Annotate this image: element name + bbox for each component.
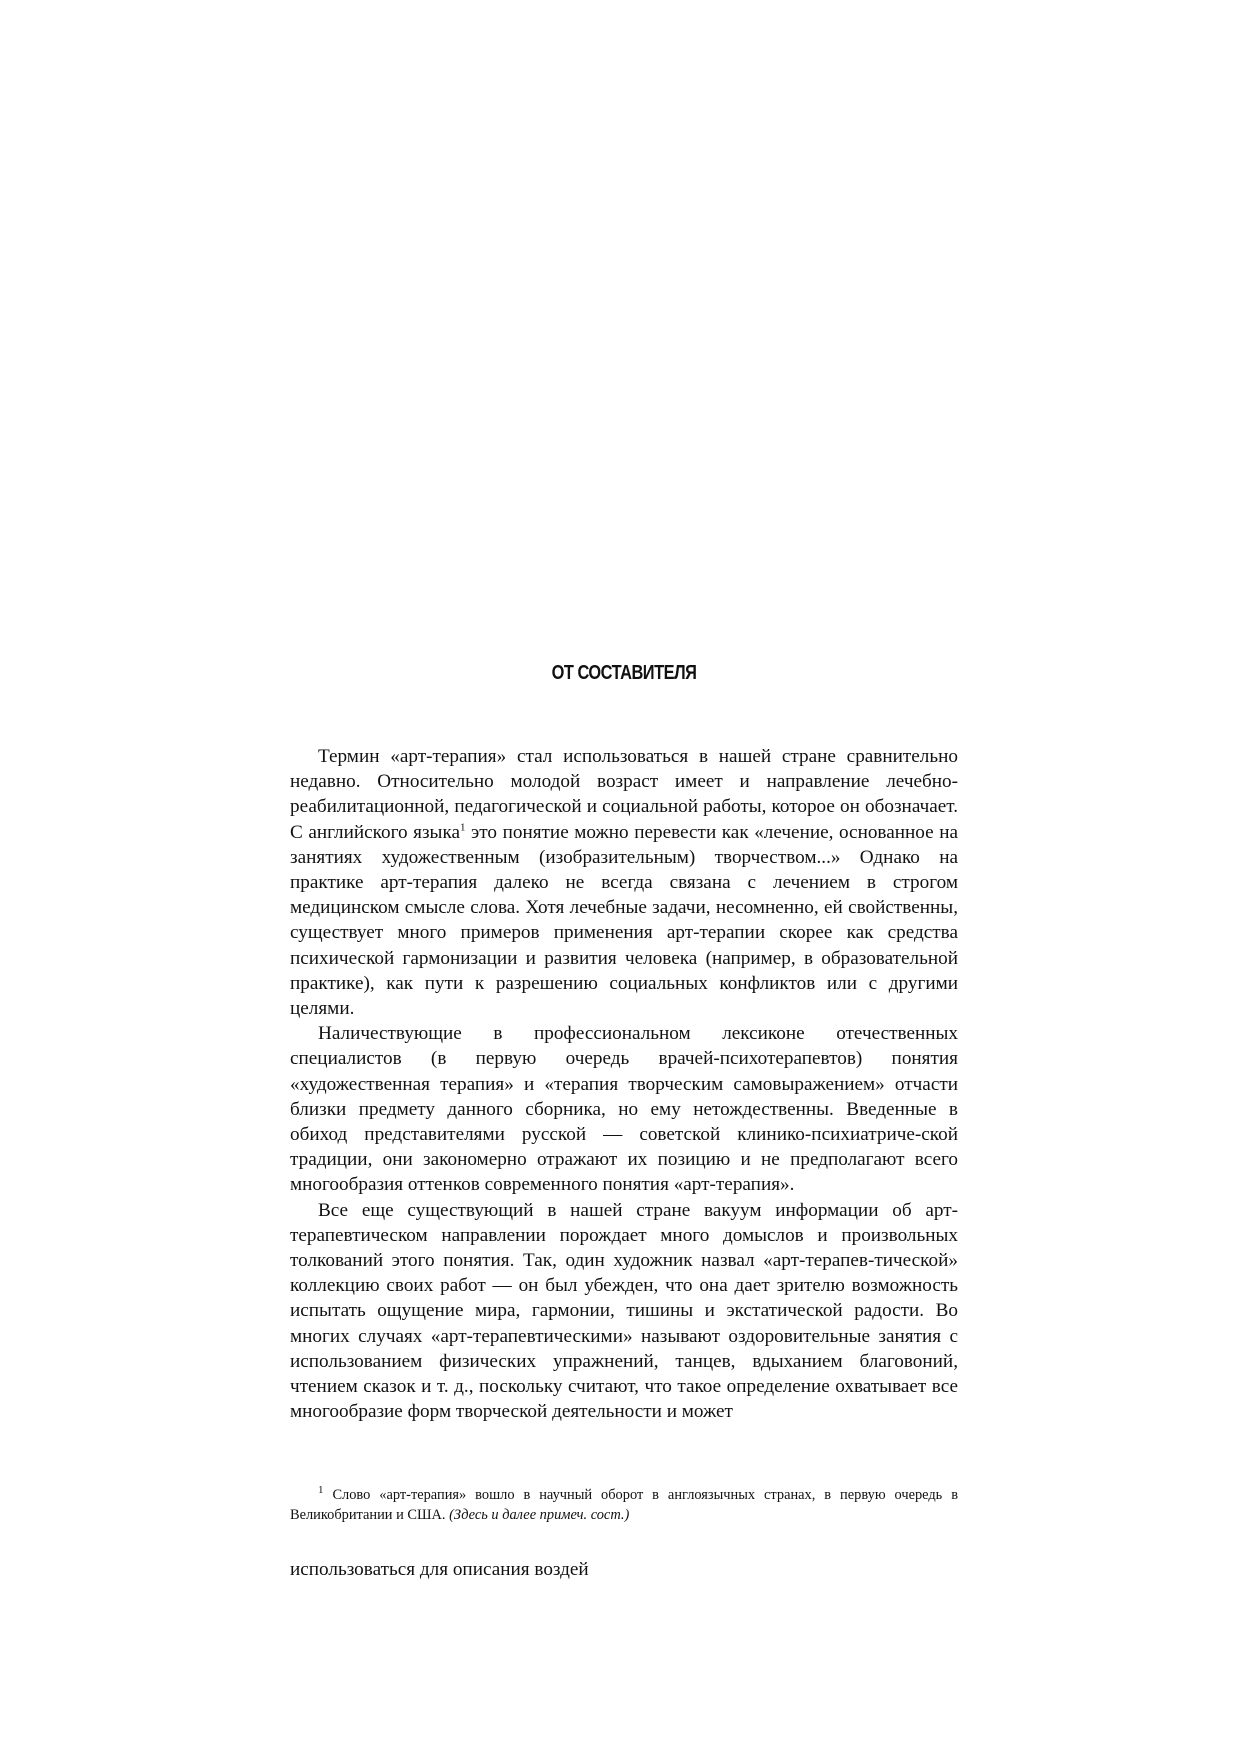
paragraph-2: Наличествующие в профессиональном лексиконе отечественных специалистов (в первую очередь врачей-психотерапевтов) понятия «художественная терапия» и «терапия творческим самовыражением» отчасти близки предмету данного сборника, но ему нетождественны. Введенные в обиход представителями русской — советской клинико-психиатриче-ской традиции, они закономерно отражают их позицию и не предполагают всего многообразия оттенков современного понятия «арт-терапия». — [290, 1023, 958, 1196]
footnote-text: Слово «арт-терапия» вошло в научный оборот в англоязычных странах, в первую очередь в Великобритании и США. — [290, 1487, 958, 1523]
paragraph-1-end: это понятие можно перевести как «лечение, основанное на занятиях художественным (изобразительным) творчеством...» Однако на практике арт-терапия далеко не всегда связана с лечением в строгом медицинском смысле слова. Хотя лечебные задачи, несомненно, ей свойственны, существует много примеров применения арт-терапии скорее как средства психической гармонизации и развития человека (например, в образовательной практике), как пути к разрешению социальных конфликтов или с другими целями. — [290, 821, 958, 1020]
section-heading: ОТ СОСТАВИТЕЛЯ — [551, 662, 697, 684]
footnote-mark: 1 — [318, 1484, 324, 1497]
footnote-editor-note: (Здесь и далее примеч. сост.) — [449, 1507, 630, 1523]
paragraph-3: Все еще существующий в нашей стране вакуум информации об арт-терапевтическом направлении порождает много домыслов и произвольных толкований этого понятия. Так, один художник назвал «арт-терапев-тической» коллекцию своих работ — он был убежден, что она дает зрителю возможность испытать ощущение мира, гармонии, тишины и экстатической радости. Во многих случаях «арт-терапевтическими» называют оздоровительные занятия с использованием физических упражнений, танцев, вдыханием благовоний, чтением сказок и т. д., поскольку считают, что такое определение охватывает все многообразие форм творческой деятельности и может — [290, 1199, 958, 1423]
footnote-ref: 1 — [460, 821, 466, 834]
paragraph-1-start: Термин «арт-терапия» стал использоваться в нашей стране сравнительно недавно. Относительно молодой возраст имеет и направление лечебно-реабилитационной, педагогической и социальной работы, которое он обозначает. С английского языка — [290, 746, 958, 843]
paragraph-1 — [290, 744, 958, 1021]
continuation-line: использоваться для описания воздей — [290, 1559, 589, 1580]
footnote — [290, 1485, 958, 1525]
body-text — [290, 744, 958, 1424]
